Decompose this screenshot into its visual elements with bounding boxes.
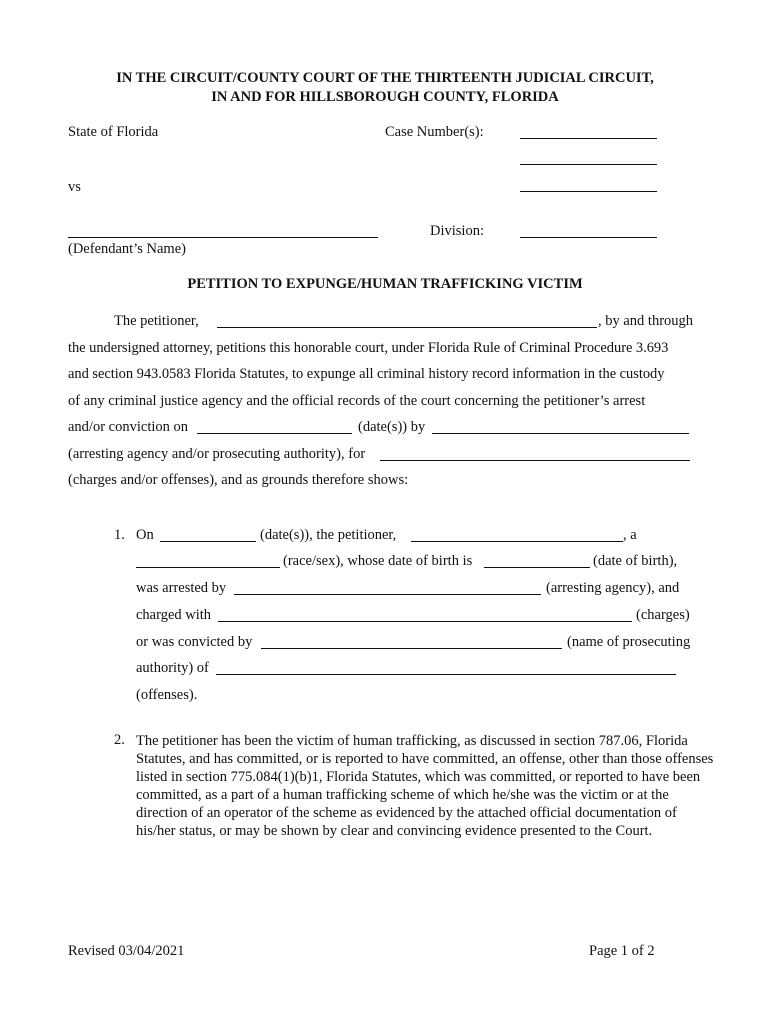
item-1-line-a-end: , a (623, 527, 637, 543)
division-label: Division: (430, 223, 484, 239)
item-1-line-d-start: charged with (136, 607, 212, 623)
body-line-1-end: , by and through (598, 313, 694, 329)
defendant-name-field[interactable] (68, 237, 378, 238)
item-1-petitioner-field[interactable] (411, 541, 623, 542)
item-1-arresting-agency-field[interactable] (234, 594, 541, 595)
item-1-line-d-end: (charges) (636, 607, 690, 623)
page-number: Page 1 of 2 (589, 943, 655, 959)
division-field[interactable] (520, 237, 657, 238)
item-1-line-e-start: or was convicted by (136, 634, 253, 650)
item-1-line-c-start: was arrested by (136, 580, 227, 596)
case-number-field-3[interactable] (520, 191, 657, 192)
item-1-line-c-end: (arresting agency), and (546, 580, 680, 596)
revised-date: Revised 03/04/2021 (68, 943, 185, 959)
body-line-1-start: The petitioner, (114, 313, 199, 329)
petitioner-name-field[interactable] (217, 327, 597, 328)
item-2-number: 2. (114, 732, 125, 748)
case-number-field-2[interactable] (520, 164, 657, 165)
body-line-5-start: and/or conviction on (68, 419, 189, 435)
charges-field[interactable] (380, 460, 690, 461)
item-1-line-e-end: (name of prosecuting (567, 634, 691, 650)
item-1-line-g: (offenses). (136, 687, 198, 703)
arresting-agency-field[interactable] (432, 433, 689, 434)
item-1-offenses-field[interactable] (216, 674, 676, 675)
body-line-2: the undersigned attorney, petitions this honorable court, under Florida Rule of Criminal Procedure 3.693 (68, 340, 669, 356)
body-line-6-start: (arresting agency and/or prosecuting authority), for (68, 446, 366, 462)
state-label: State of Florida (68, 124, 159, 140)
body-line-4: of any criminal justice agency and the official records of the court concerning the petitioner’s arrest (68, 393, 646, 409)
body-line-7: (charges and/or offenses), and as grounds therefore shows: (68, 472, 409, 488)
item-1-line-f-start: authority) of (136, 660, 209, 676)
item-1-line-a-mid: (date(s)), the petitioner, (260, 527, 397, 543)
item-1-race-sex-field[interactable] (136, 567, 280, 568)
item-1-line-b-end: (date of birth), (593, 553, 678, 569)
item-1-prosecuting-field[interactable] (261, 648, 562, 649)
item-1-line-b-mid: (race/sex), whose date of birth is (283, 553, 473, 569)
item-1-on: On (136, 527, 154, 543)
petition-title: PETITION TO EXPUNGE/HUMAN TRAFFICKING VICTIM (187, 276, 583, 292)
case-number-field-1[interactable] (520, 138, 657, 139)
court-header-line-1: IN THE CIRCUIT/COUNTY COURT OF THE THIRTEENTH JUDICIAL CIRCUIT, (116, 70, 654, 86)
body-line-5-mid: (date(s)) by (358, 419, 426, 435)
defendant-name-label: (Defendant’s Name) (68, 241, 186, 257)
vs-label: vs (68, 179, 81, 195)
conviction-date-field[interactable] (197, 433, 352, 434)
case-number-label: Case Number(s): (385, 124, 484, 140)
item-1-date-field[interactable] (160, 541, 256, 542)
item-1-charges-field[interactable] (218, 621, 632, 622)
item-1-dob-field[interactable] (484, 567, 590, 568)
item-2-text: The petitioner has been the victim of human trafficking, as discussed in section 787.06, Florida Statutes, and has committed, or is reported to have committed, an offense, other than those offenses listed in section 775.084(1)(b)1, Florida Statutes, which was committed, or reported to have been committed, as a part of a human trafficking scheme of which he/she was the victim or at the direction of an operator of the scheme as evidenced by the attached official documentation of his/her status, or may be shown by clear and convincing evidence presented to the Court. (136, 733, 714, 839)
court-header-line-2: IN AND FOR HILLSBOROUGH COUNTY, FLORIDA (211, 89, 559, 105)
item-1-number: 1. (114, 527, 125, 543)
body-line-3: and section 943.0583 Florida Statutes, to expunge all criminal history record information in the custody (68, 366, 665, 382)
